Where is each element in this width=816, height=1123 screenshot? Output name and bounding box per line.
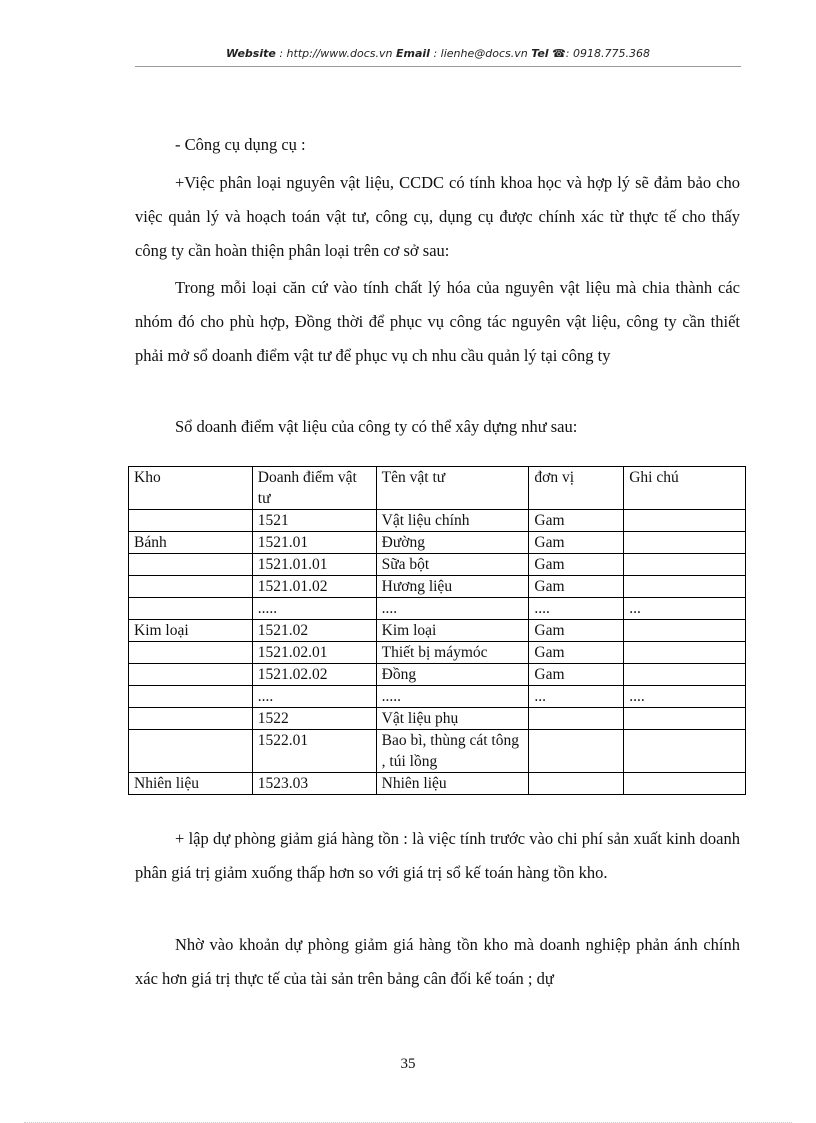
website-label: Website: [226, 47, 276, 60]
table-cell: [129, 686, 253, 708]
table-row: [129, 576, 746, 598]
table-cell: ....: [529, 598, 624, 620]
table-cell: [624, 708, 746, 730]
paragraph-text: Trong mỗi loại căn cứ vào tính chất lý hóa của nguyên vật liệu mà chia thành các nhóm đó cho phù hợp, Đồng thời để phục vụ công tác nguyên vật liệu, công ty cần thiết phải mở sổ doanh điểm vật tư để phục vụ ch nhu cầu quản lý tại công ty: [135, 278, 740, 365]
table-cell: Nhiên liệu: [376, 773, 529, 795]
paragraph-text: Nhờ vào khoản dự phòng giảm giá hàng tồn kho mà doanh nghiệp phản ánh chính xác hơn giá trị thực tế của tài sản trên bảng cân đối kế toán ; dự: [135, 935, 740, 988]
paragraph-classification: [135, 166, 740, 268]
table-cell: Gam: [529, 510, 624, 532]
table-row: [129, 510, 746, 532]
table-cell: ...: [529, 686, 624, 708]
table-header-cell: Tên vật tư: [376, 467, 529, 510]
table-row: [129, 708, 746, 730]
table-cell: [129, 708, 253, 730]
table-cell: Kim loại: [376, 620, 529, 642]
table-cell: [129, 598, 253, 620]
table-cell: [624, 554, 746, 576]
table-cell: [624, 664, 746, 686]
table-row: [129, 642, 746, 664]
table-cell: [624, 576, 746, 598]
table-cell: [529, 708, 624, 730]
table-cell: [129, 510, 253, 532]
table-cell: ....: [624, 686, 746, 708]
table-cell: .....: [376, 686, 529, 708]
table-cell: [529, 730, 624, 773]
table-cell: [129, 554, 253, 576]
table-cell: [624, 532, 746, 554]
table-row: [129, 664, 746, 686]
table-cell: Thiết bị máymóc: [376, 642, 529, 664]
paragraph-provision-benefit: [135, 928, 740, 996]
phone-icon: ☎: [552, 47, 566, 60]
table-header-cell: Ghi chú: [624, 467, 746, 510]
email-value: : lienhe@docs.vn: [433, 47, 528, 60]
table-row: [129, 598, 746, 620]
material-ledger-table: [128, 466, 746, 795]
paragraph-text: + lập dự phòng giảm giá hàng tồn : là việc tính trước vào chi phí sản xuất kinh doanh phân giá trị giảm xuống thấp hơn so với giá trị sổ kế toán hàng tồn kho.: [135, 829, 740, 882]
table-cell: Đồng: [376, 664, 529, 686]
table-cell: [624, 510, 746, 532]
table-cell: Nhiên liệu: [129, 773, 253, 795]
table-header-row: [129, 467, 746, 510]
table-row: [129, 686, 746, 708]
table-row: [129, 730, 746, 773]
table-cell: 1522.01: [252, 730, 376, 773]
paragraph-grouping: [135, 271, 740, 373]
table-cell: Bánh: [129, 532, 253, 554]
table-cell: [624, 642, 746, 664]
paragraph-provision: [135, 822, 740, 890]
email-label: Email: [396, 47, 430, 60]
table-cell: Gam: [529, 642, 624, 664]
table-cell: .....: [252, 598, 376, 620]
table-header-cell: Kho: [129, 467, 253, 510]
table-cell: Gam: [529, 532, 624, 554]
table-cell: 1521.01: [252, 532, 376, 554]
table-cell: ...: [624, 598, 746, 620]
table-cell: Vật liệu phụ: [376, 708, 529, 730]
table-cell: 1521.02: [252, 620, 376, 642]
table-row: [129, 620, 746, 642]
table-cell: Hương liệu: [376, 576, 529, 598]
page-number: 35: [400, 1056, 416, 1072]
table-cell: [129, 642, 253, 664]
table-cell: [129, 664, 253, 686]
tel-value: : 0918.775.368: [565, 47, 650, 60]
table-cell: Bao bì, thùng cát tông , túi lồng: [376, 730, 529, 773]
table-cell: 1521.02.01: [252, 642, 376, 664]
table-header-cell: đơn vị: [529, 467, 624, 510]
table-cell: Đường: [376, 532, 529, 554]
tel-label: Tel: [531, 47, 549, 60]
table-cell: Gam: [529, 576, 624, 598]
paragraph-text: +Việc phân loại nguyên vật liệu, CCDC có tính khoa học và hợp lý sẽ đảm bảo cho việc quản lý và hoạch toán vật tư, công cụ, dụng cụ được chính xác từ thực tế cho thấy công ty cần hoàn thiện phân loại trên cơ sở sau:: [135, 173, 740, 260]
table-cell: [129, 730, 253, 773]
header-divider: [135, 66, 741, 67]
paragraph-text: - Công cụ dụng cụ :: [175, 135, 306, 154]
table-cell: [624, 773, 746, 795]
table-cell: Sữa bột: [376, 554, 529, 576]
table-row: [129, 554, 746, 576]
table-cell: [624, 620, 746, 642]
table-cell: [529, 773, 624, 795]
table-cell: Gam: [529, 620, 624, 642]
table-cell: 1522: [252, 708, 376, 730]
table-cell: 1521.02.02: [252, 664, 376, 686]
table-cell: Gam: [529, 664, 624, 686]
table-cell: Gam: [529, 554, 624, 576]
table-cell: ....: [376, 598, 529, 620]
website-value: : http://www.docs.vn: [279, 47, 393, 60]
paragraph-ledger-intro: [135, 410, 740, 444]
table-cell: [129, 576, 253, 598]
table-cell: Vật liệu chính: [376, 510, 529, 532]
table-cell: 1523.03: [252, 773, 376, 795]
paragraph-text: Sổ doanh điểm vật liệu của công ty có thể xây dựng như sau:: [175, 417, 578, 436]
table-cell: [624, 730, 746, 773]
page-header: [135, 47, 741, 60]
table-cell: Kim loại: [129, 620, 253, 642]
table-cell: ....: [252, 686, 376, 708]
paragraph-tools-heading: [135, 128, 740, 162]
table-header-cell: Doanh điểm vật tư: [252, 467, 376, 510]
table-cell: 1521.01.02: [252, 576, 376, 598]
table-row: [129, 773, 746, 795]
table-cell: 1521: [252, 510, 376, 532]
table-cell: 1521.01.01: [252, 554, 376, 576]
table-row: [129, 532, 746, 554]
